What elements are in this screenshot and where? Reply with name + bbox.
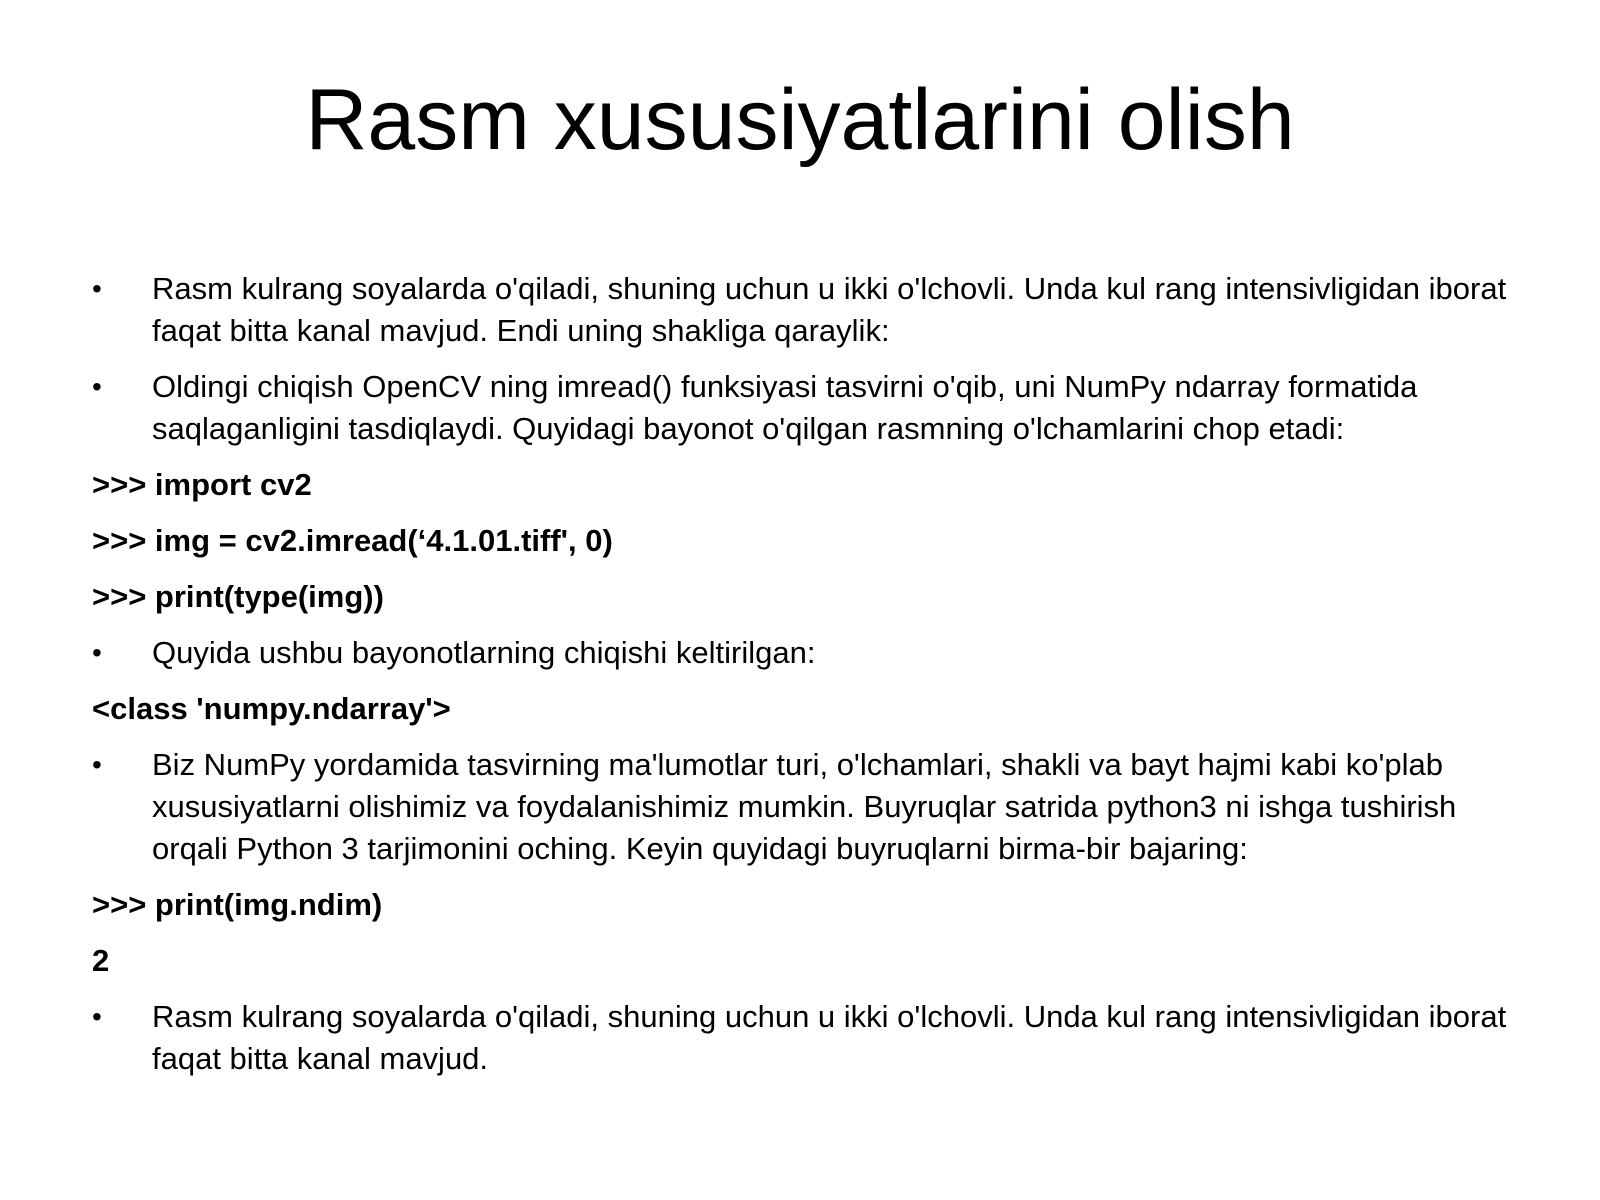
bullet-dot-icon: • bbox=[92, 273, 102, 304]
bullet-item bbox=[92, 996, 1532, 1080]
code-line: >>> import cv2 bbox=[92, 467, 312, 502]
slide-body bbox=[92, 268, 1532, 1094]
bullet-item bbox=[92, 366, 1532, 450]
code-output: 2 bbox=[92, 943, 110, 978]
code-line: >>> print(type(img)) bbox=[92, 579, 384, 614]
bullet-text: Rasm kulrang soyalarda o'qiladi, shuning uchun u ikki o'lchovli. Unda kul rang intensivligidan iborat faqat bitta kanal mavjud. bbox=[152, 999, 1507, 1076]
slide-title: Rasm xususiyatlarini olish bbox=[305, 72, 1295, 168]
bullet-item bbox=[92, 632, 1532, 674]
bullet-text: Oldingi chiqish OpenCV ning imread() funksiyasi tasvirni o'qib, uni NumPy ndarray formatida saqlaganligini tasdiqlaydi. Quyidagi bayonot o'qilgan rasmning o'lchamlarini chop etadi: bbox=[152, 369, 1418, 446]
bullet-item bbox=[92, 268, 1532, 352]
bullet-text: Biz NumPy yordamida tasvirning ma'lumotlar turi, o'lchamlari, shakli va bayt hajmi kabi ko'plab xususiyatlarni olishimiz va foydalanishimiz mumkin. Buyruqlar satrida python3 ni ishga tushirish orqali Python 3 tarjimonini oching. Keyin quyidagi buyruqlarni birma-bir bajaring: bbox=[152, 747, 1457, 866]
bullet-dot-icon: • bbox=[92, 749, 102, 780]
bullet-dot-icon: • bbox=[92, 637, 102, 668]
bullet-text: Rasm kulrang soyalarda o'qiladi, shuning uchun u ikki o'lchovli. Unda kul rang intensivligidan iborat faqat bitta kanal mavjud. Endi uning shakliga qaraylik: bbox=[152, 271, 1507, 348]
bullet-text: Quyida ushbu bayonotlarning chiqishi keltirilgan: bbox=[152, 635, 816, 670]
bullet-dot-icon: • bbox=[92, 371, 102, 402]
code-line: <class 'numpy.ndarray'> bbox=[92, 691, 451, 726]
code-line: >>> print(img.ndim) bbox=[92, 887, 383, 922]
bullet-dot-icon: • bbox=[92, 1001, 102, 1032]
code-line: >>> img = cv2.imread(‘4.1.01.tiff', 0) bbox=[92, 523, 613, 558]
bullet-item bbox=[92, 744, 1532, 870]
